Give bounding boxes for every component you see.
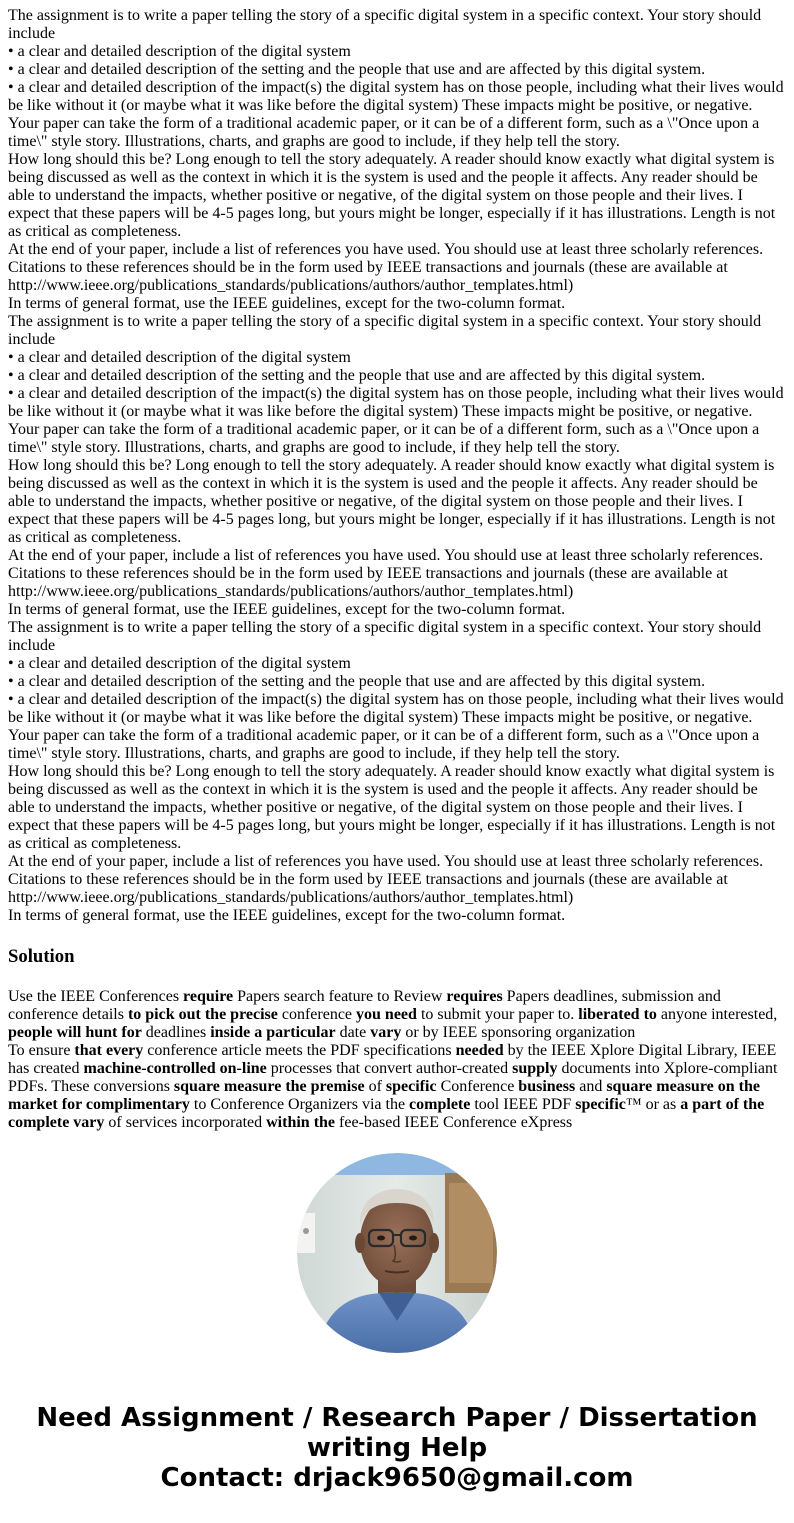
text-run: of services incorporated	[104, 1114, 267, 1131]
assignment-paragraph: Your paper can take the form of a traditional academic paper, or it can be of a different form, such as a \"Once upon a time\" style story. Illustrations, charts, and graphs are good to include, if they help tell the story.	[8, 727, 760, 762]
assignment-paragraph: The assignment is to write a paper telling the story of a specific digital system in a specific context. Your story should include	[8, 7, 762, 42]
text-run: documents into Xplore-compliant PDFs. These conversions	[8, 1060, 778, 1095]
assignment-paragraph: • a clear and detailed description of the setting and the people that use and are affected by this digital system.	[8, 673, 706, 690]
assignment-paragraph: • a clear and detailed description of the digital system	[8, 655, 351, 672]
assignment-paragraph: • a clear and detailed description of the impact(s) the digital system has on those people, including what their lives would be like without it (or maybe what it was like before the digital system) These impacts might be positive, or negative.	[8, 385, 784, 420]
assignment-paragraph: At the end of your paper, include a list of references you have used. You should use at least three scholarly references. Citations to these references should be in the form used by IEEE transactions and journals (these are available at http://www.ieee.org/publications_standards/publications/authors/author_templates.html)	[8, 547, 764, 600]
text-run: or by IEEE sponsoring organization	[401, 1024, 636, 1041]
bold-run: a part of the complete vary	[8, 1096, 765, 1131]
assignment-paragraph: How long should this be? Long enough to tell the story adequately. A reader should know exactly what digital system is being discussed as well as the context in which it is the system is used and the people it affects. Any reader should be able to understand the impacts, whether positive or negative, of the digital system on those people and their lives. I expect that these papers will be 4-5 pages long, but yours might be longer, especially if it has illustrations. Length is not as critical as completeness.	[8, 151, 776, 240]
contact-banner	[0, 1403, 794, 1493]
bold-run: inside a particular	[210, 1024, 336, 1041]
assignment-paragraph: At the end of your paper, include a list of references you have used. You should use at least three scholarly references. Citations to these references should be in the form used by IEEE transactions and journals (these are available at http://www.ieee.org/publications_standards/publications/authors/author_templates.html)	[8, 853, 764, 906]
author-avatar	[297, 1153, 497, 1353]
text-run: to submit your paper to.	[416, 1006, 579, 1023]
text-run: conference	[277, 1006, 357, 1023]
assignment-paragraph: How long should this be? Long enough to tell the story adequately. A reader should know exactly what digital system is being discussed as well as the context in which it is the system is used and the people it affects. Any reader should be able to understand the impacts, whether positive or negative, of the digital system on those people and their lives. I expect that these papers will be 4-5 pages long, but yours might be longer, especially if it has illustrations. Length is not as critical as completeness.	[8, 763, 776, 852]
bold-run: business	[518, 1078, 576, 1095]
text-run: Use the IEEE Conferences	[8, 988, 184, 1005]
assignment-paragraph: Your paper can take the form of a traditional academic paper, or it can be of a different form, such as a \"Once upon a time\" style story. Illustrations, charts, and graphs are good to include, if they help tell the story.	[8, 115, 760, 150]
text-run: processes that convert author-created	[266, 1060, 513, 1077]
author-portrait-icon	[297, 1153, 497, 1353]
assignment-paragraph: Your paper can take the form of a traditional academic paper, or it can be of a different form, such as a \"Once upon a time\" style story. Illustrations, charts, and graphs are good to include, if they help tell the story.	[8, 421, 760, 456]
text-run: ™ or as	[625, 1096, 681, 1113]
bold-run: vary	[370, 1024, 402, 1041]
text-run: by the IEEE Xplore Digital Library, IEEE has created	[8, 1042, 777, 1077]
assignment-paragraph: In terms of general format, use the IEEE guidelines, except for the two-column format.	[8, 295, 566, 312]
cta-contact-email[interactable]: Contact: drjack9650@gmail.com	[160, 1463, 634, 1493]
assignment-paragraph: The assignment is to write a paper telling the story of a specific digital system in a specific context. Your story should include	[8, 313, 762, 348]
solution-heading: Solution	[8, 946, 75, 967]
assignment-text	[8, 7, 786, 925]
bold-run: to pick out the precise	[127, 1006, 278, 1023]
text-run: fee-based IEEE Conference eXpress	[335, 1114, 573, 1131]
bold-run: needed	[455, 1042, 504, 1059]
cta-line-2: writing Help	[306, 1433, 488, 1463]
text-run: To ensure	[8, 1042, 75, 1059]
solution-paragraph	[8, 988, 786, 1042]
solution-text	[8, 988, 786, 1150]
bold-run: require	[183, 988, 234, 1005]
bold-run: square measure on the market for complimentary	[8, 1078, 760, 1113]
assignment-paragraph: At the end of your paper, include a list of references you have used. You should use at least three scholarly references. Citations to these references should be in the form used by IEEE transactions and journals (these are available at http://www.ieee.org/publications_standards/publications/authors/author_templates.html)	[8, 241, 764, 294]
bold-run: that every	[74, 1042, 144, 1059]
text-run: conference article meets the PDF specifications	[143, 1042, 456, 1059]
assignment-paragraph: In terms of general format, use the IEEE guidelines, except for the two-column format.	[8, 601, 566, 618]
text-run: tool IEEE PDF	[470, 1096, 576, 1113]
text-run: date	[335, 1024, 371, 1041]
bold-run: you need	[356, 1006, 417, 1023]
assignment-paragraph: The assignment is to write a paper telling the story of a specific digital system in a specific context. Your story should include	[8, 619, 762, 654]
assignment-paragraph: In terms of general format, use the IEEE guidelines, except for the two-column format.	[8, 907, 566, 924]
solution-paragraph	[8, 1042, 786, 1132]
text-run: to Conference Organizers via the	[189, 1096, 410, 1113]
bold-run: machine-controlled on-line	[83, 1060, 267, 1077]
text-run: Conference	[436, 1078, 519, 1095]
bold-run: square measure the premise	[173, 1078, 365, 1095]
text-run: Papers deadlines, submission and conference details	[8, 988, 721, 1023]
text-run: and	[575, 1078, 607, 1095]
document-content	[8, 7, 786, 1150]
bold-run: specific	[385, 1078, 437, 1095]
assignment-paragraph: • a clear and detailed description of the impact(s) the digital system has on those people, including what their lives would be like without it (or maybe what it was like before the digital system) These impacts might be positive, or negative.	[8, 79, 784, 114]
cta-line-1: Need Assignment / Research Paper / Dissertation	[36, 1403, 758, 1433]
text-run: deadlines	[141, 1024, 211, 1041]
bold-run: supply	[512, 1060, 558, 1077]
assignment-paragraph: • a clear and detailed description of the setting and the people that use and are affected by this digital system.	[8, 367, 706, 384]
text-run: Papers search feature to Review	[233, 988, 447, 1005]
bold-run: within the	[266, 1114, 336, 1131]
text-run: anyone interested,	[656, 1006, 778, 1023]
assignment-paragraph: • a clear and detailed description of the digital system	[8, 349, 351, 366]
bold-run: liberated to	[578, 1006, 657, 1023]
assignment-paragraph: • a clear and detailed description of the digital system	[8, 43, 351, 60]
bold-run: complete	[409, 1096, 471, 1113]
bold-run: requires	[446, 988, 503, 1005]
assignment-paragraph: • a clear and detailed description of the impact(s) the digital system has on those people, including what their lives would be like without it (or maybe what it was like before the digital system) These impacts might be positive, or negative.	[8, 691, 784, 726]
text-run: of	[364, 1078, 386, 1095]
assignment-paragraph: How long should this be? Long enough to tell the story adequately. A reader should know exactly what digital system is being discussed as well as the context in which it is the system is used and the people it affects. Any reader should be able to understand the impacts, whether positive or negative, of the digital system on those people and their lives. I expect that these papers will be 4-5 pages long, but yours might be longer, especially if it has illustrations. Length is not as critical as completeness.	[8, 457, 776, 546]
bold-run: people will hunt for	[8, 1024, 142, 1041]
assignment-paragraph: • a clear and detailed description of the setting and the people that use and are affected by this digital system.	[8, 61, 706, 78]
bold-run: specific	[575, 1096, 626, 1113]
